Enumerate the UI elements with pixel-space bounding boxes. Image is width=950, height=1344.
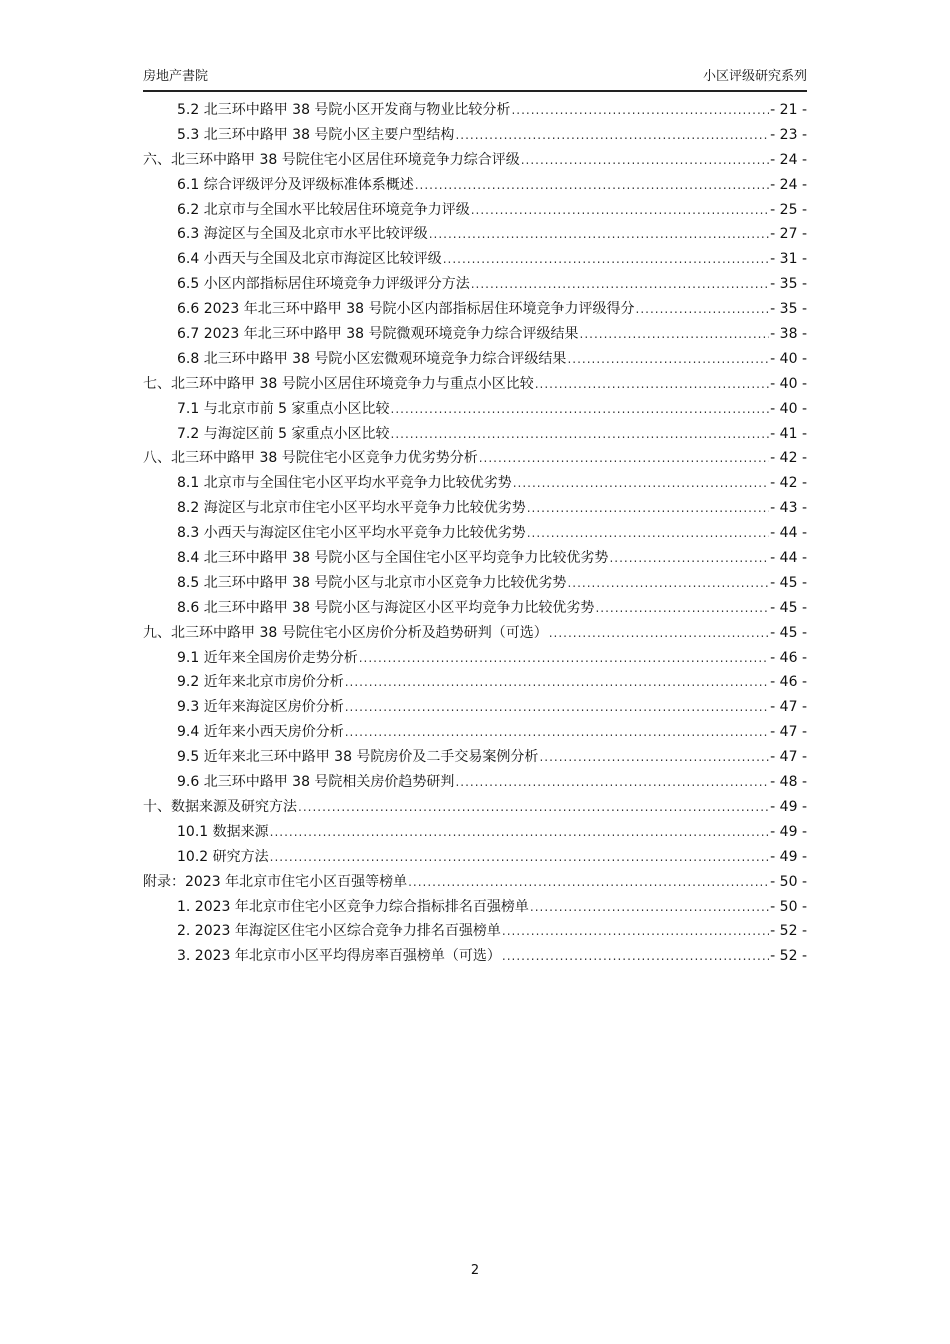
toc-entry-page: - 46 - (770, 674, 807, 691)
toc-entry-title: 6.2 北京市与全国水平比较居住环境竞争力评级 (177, 201, 470, 218)
toc-section-entry[interactable] (143, 247, 807, 272)
toc-entry-page: - 42 - (770, 475, 807, 492)
toc-entry-page: - 48 - (770, 774, 807, 791)
toc-section-entry[interactable] (143, 222, 807, 247)
toc-dot-leader (429, 222, 769, 247)
toc-dot-leader (415, 173, 769, 198)
toc-entry-title: 6.5 小区内部指标居住环境竞争力评级评分方法 (177, 276, 470, 293)
toc-entry-page: - 35 - (770, 301, 807, 318)
toc-section-entry[interactable] (143, 720, 807, 745)
toc-dot-leader (471, 272, 769, 297)
toc-entry-title: 5.3 北三环中路甲 38 号院小区主要户型结构 (177, 126, 455, 143)
toc-entry-title: 9.5 近年来北三环中路甲 38 号院房价及二手交易案例分析 (177, 749, 539, 766)
toc-section-entry[interactable] (143, 820, 807, 845)
toc-section-entry[interactable] (143, 173, 807, 198)
toc-entry-page: - 35 - (770, 276, 807, 293)
toc-dot-leader (455, 123, 769, 148)
toc-dot-leader (502, 944, 769, 969)
toc-dot-leader (270, 845, 770, 870)
toc-section-entry[interactable] (143, 596, 807, 621)
toc-section-entry[interactable] (143, 347, 807, 372)
toc-entry-page: - 25 - (770, 201, 807, 218)
toc-chapter-entry[interactable] (143, 870, 807, 895)
toc-entry-page: - 21 - (770, 102, 807, 118)
toc-entry-page: - 49 - (770, 848, 807, 865)
toc-section-entry[interactable] (143, 471, 807, 496)
toc-entry-title: 9.4 近年来小西天房价分析 (177, 724, 344, 741)
toc-entry-page: - 47 - (770, 724, 807, 741)
table-of-contents (143, 98, 807, 969)
toc-entry-title: 六、北三环中路甲 38 号院住宅小区居住环境竞争力综合评级 (143, 151, 520, 168)
toc-dot-leader (408, 870, 769, 895)
toc-dot-leader (471, 198, 769, 223)
toc-chapter-entry[interactable] (143, 446, 807, 471)
page-number: 2 (470, 1263, 480, 1278)
toc-entry-title: 9.3 近年来海淀区房价分析 (177, 699, 344, 716)
toc-dot-leader (391, 397, 770, 422)
toc-entry-title: 七、北三环中路甲 38 号院小区居住环境竞争力与重点小区比较 (143, 375, 534, 392)
toc-dot-leader (535, 372, 769, 397)
toc-entry-page: - 45 - (770, 624, 807, 641)
toc-section-entry[interactable] (143, 745, 807, 770)
toc-entry-title: 9.6 北三环中路甲 38 号院相关房价趋势研判 (177, 774, 455, 791)
toc-entry-page: - 50 - (770, 873, 807, 890)
toc-entry-title: 6.3 海淀区与全国及北京市水平比较评级 (177, 226, 428, 243)
toc-section-entry[interactable] (143, 845, 807, 870)
toc-dot-leader (636, 297, 770, 322)
toc-section-entry[interactable] (143, 496, 807, 521)
toc-dot-leader (479, 446, 769, 471)
toc-section-entry[interactable] (143, 695, 807, 720)
header-publisher: 房地产書院 (143, 69, 209, 84)
toc-entry-title: 3. 2023 年北京市小区平均得房率百强榜单（可选） (177, 948, 501, 965)
toc-dot-leader (539, 745, 769, 770)
toc-dot-leader (455, 770, 769, 795)
toc-entry-title: 9.2 近年来北京市房价分析 (177, 674, 344, 691)
toc-section-entry[interactable] (143, 397, 807, 422)
toc-entry-page: - 24 - (770, 176, 807, 193)
toc-section-entry[interactable] (143, 297, 807, 322)
toc-dot-leader (345, 695, 769, 720)
toc-dot-leader (567, 347, 769, 372)
toc-entry-page: - 45 - (770, 574, 807, 591)
toc-entry-title: 8.6 北三环中路甲 38 号院小区与海淀区小区平均竞争力比较优劣势 (177, 599, 595, 616)
toc-entry-page: - 47 - (770, 699, 807, 716)
toc-entry-page: - 40 - (770, 375, 807, 392)
toc-section-entry[interactable] (143, 670, 807, 695)
toc-section-entry[interactable] (143, 571, 807, 596)
toc-dot-leader (443, 247, 769, 272)
toc-entry-title: 6.7 2023 年北三环中路甲 38 号院微观环境竞争力综合评级结果 (177, 326, 579, 343)
toc-entry-page: - 44 - (770, 525, 807, 542)
toc-entry-page: - 41 - (770, 425, 807, 442)
toc-entry-title: 6.6 2023 年北三环中路甲 38 号院小区内部指标居住环境竞争力评级得分 (177, 301, 635, 318)
toc-section-entry[interactable] (143, 919, 807, 944)
toc-entry-title: 10.1 数据来源 (177, 823, 269, 840)
toc-section-entry[interactable] (143, 770, 807, 795)
toc-dot-leader (521, 148, 769, 173)
header-series-title: 小区评级研究系列 (702, 69, 807, 84)
toc-entry-page: - 40 - (770, 400, 807, 417)
toc-section-entry[interactable] (143, 272, 807, 297)
toc-entry-title: 九、北三环中路甲 38 号院住宅小区房价分析及趋势研判（可选） (143, 624, 548, 641)
toc-dot-leader (530, 895, 769, 920)
toc-dot-leader (345, 720, 769, 745)
toc-dot-leader (345, 670, 769, 695)
toc-chapter-entry[interactable] (143, 795, 807, 820)
toc-section-entry[interactable] (143, 521, 807, 546)
toc-entry-page: - 46 - (770, 649, 807, 666)
toc-section-entry[interactable] (143, 98, 807, 123)
toc-dot-leader (527, 496, 769, 521)
toc-chapter-entry[interactable] (143, 148, 807, 173)
toc-chapter-entry[interactable] (143, 372, 807, 397)
toc-dot-leader (609, 546, 769, 571)
toc-dot-leader (511, 98, 769, 123)
toc-entry-title: 2. 2023 年海淀区住宅小区综合竞争力排名百强榜单 (177, 923, 501, 940)
toc-entry-page: - 50 - (770, 898, 807, 915)
toc-entry-title: 十、数据来源及研究方法 (143, 798, 297, 815)
toc-dot-leader (567, 571, 769, 596)
toc-dot-leader (595, 596, 769, 621)
toc-entry-title: 8.3 小西天与海淀区住宅小区平均水平竞争力比较优劣势 (177, 525, 526, 542)
toc-entry-page: - 49 - (770, 823, 807, 840)
toc-dot-leader (580, 322, 770, 347)
toc-dot-leader (391, 422, 770, 447)
toc-chapter-entry[interactable] (143, 621, 807, 646)
toc-entry-title: 5.2 北三环中路甲 38 号院小区开发商与物业比较分析 (177, 102, 511, 118)
toc-entry-title: 八、北三环中路甲 38 号院住宅小区竞争力优劣势分析 (143, 450, 478, 467)
toc-entry-title: 6.4 小西天与全国及北京市海淀区比较评级 (177, 251, 442, 268)
toc-entry-page: - 44 - (770, 550, 807, 567)
toc-section-entry[interactable] (143, 422, 807, 447)
toc-section-entry[interactable] (143, 322, 807, 347)
toc-section-entry[interactable] (143, 944, 807, 969)
toc-entry-page: - 42 - (770, 450, 807, 467)
toc-section-entry[interactable] (143, 546, 807, 571)
toc-dot-leader (298, 795, 769, 820)
toc-entry-page: - 52 - (770, 923, 807, 940)
toc-section-entry[interactable] (143, 646, 807, 671)
toc-entry-page: - 43 - (770, 500, 807, 517)
toc-entry-title: 6.8 北三环中路甲 38 号院小区宏微观环境竞争力综合评级结果 (177, 350, 567, 367)
toc-dot-leader (270, 820, 770, 845)
toc-section-entry[interactable] (143, 198, 807, 223)
toc-entry-page: - 27 - (770, 226, 807, 243)
toc-dot-leader (513, 471, 769, 496)
toc-dot-leader (549, 621, 769, 646)
toc-entry-title: 7.2 与海淀区前 5 家重点小区比较 (177, 425, 390, 442)
toc-entry-title: 7.1 与北京市前 5 家重点小区比较 (177, 400, 390, 417)
toc-entry-title: 9.1 近年来全国房价走势分析 (177, 649, 358, 666)
toc-entry-page: - 31 - (770, 251, 807, 268)
toc-entry-page: - 23 - (770, 126, 807, 143)
toc-entry-title: 6.1 综合评级评分及评级标准体系概述 (177, 176, 414, 193)
toc-entry-page: - 47 - (770, 749, 807, 766)
toc-entry-title: 8.2 海淀区与北京市住宅小区平均水平竞争力比较优劣势 (177, 500, 526, 517)
toc-entry-title: 8.4 北三环中路甲 38 号院小区与全国住宅小区平均竞争力比较优劣势 (177, 550, 609, 567)
toc-section-entry[interactable] (143, 123, 807, 148)
toc-entry-title: 1. 2023 年北京市住宅小区竞争力综合指标排名百强榜单 (177, 898, 529, 915)
toc-entry-page: - 49 - (770, 798, 807, 815)
toc-dot-leader (502, 919, 769, 944)
toc-entry-page: - 40 - (770, 350, 807, 367)
toc-entry-title: 附录：2023 年北京市住宅小区百强等榜单 (143, 873, 408, 890)
toc-dot-leader (359, 646, 769, 671)
toc-entry-title: 8.1 北京市与全国住宅小区平均水平竞争力比较优劣势 (177, 475, 512, 492)
page-header (143, 68, 807, 92)
toc-entry-title: 8.5 北三环中路甲 38 号院小区与北京市小区竞争力比较优劣势 (177, 574, 567, 591)
toc-entry-page: - 52 - (770, 948, 807, 965)
toc-section-entry[interactable] (143, 895, 807, 920)
toc-entry-title: 10.2 研究方法 (177, 848, 269, 865)
toc-entry-page: - 45 - (770, 599, 807, 616)
toc-dot-leader (527, 521, 769, 546)
toc-entry-page: - 24 - (770, 151, 807, 168)
toc-entry-page: - 38 - (770, 326, 807, 343)
